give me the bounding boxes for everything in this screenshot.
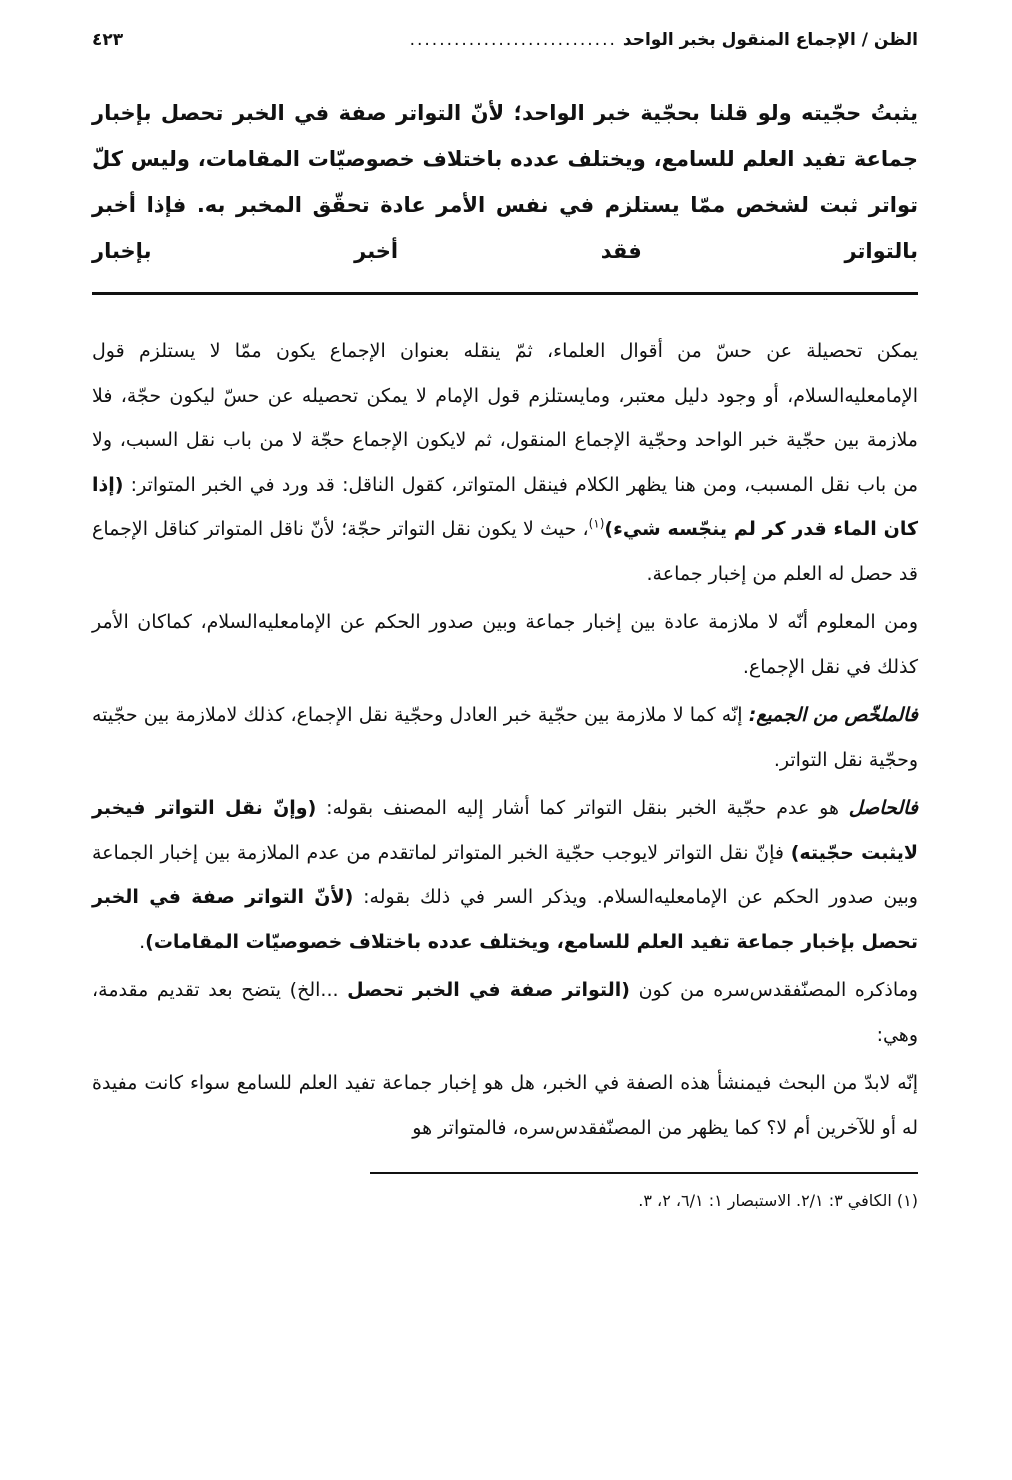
hadith-quote: (إذا كان الماء قدر كر لم ينجّسه شيء) (92, 473, 919, 540)
commentary-paragraph-6 (92, 1061, 918, 1150)
commentary-paragraph-3 (92, 693, 918, 782)
conclusion-lead: فالحاصل (848, 797, 918, 819)
author-quote: (التواتر صفة في الخبر تحصل (347, 979, 630, 1001)
commentary-paragraph-2 (92, 600, 918, 689)
footnote-divider (370, 1172, 918, 1174)
commentary-text: ...الخ) يتضح بعد تقديم مقدمة، وهي: (92, 979, 918, 1046)
author-quote: (لأنّ التواتر صفة في الخبر تحصل بإخبار جماعة تفيد العلم للسامع، ويختلف عدده باختلاف خصوصيّات المقامات) (92, 886, 918, 953)
commentary-paragraph-4 (92, 786, 918, 964)
commentary-text: ومن المعلوم أنّه لا ملازمة عادة بين إخبار جماعة وبين صدور الحكم عن الإمامعليه‌السلام، كماكان الأمر كذلك في نقل الإجماع. (92, 611, 918, 678)
footnote-reference: (١) (588, 516, 605, 531)
author-quote: (وإنّ نقل التواتر فيخبر لايثبت حجّيته) (92, 797, 918, 864)
running-title: الظن / الإجماع المنقول بخبر الواحد (622, 30, 918, 50)
page-number: ٤٢٣ (92, 30, 124, 50)
main-text-divider (92, 292, 918, 295)
main-text: يثبتُ حجّيته ولو قلنا بحجّية خبر الواحد؛ لأنّ التواتر صفة في الخبر تحصل بإخبار جماعة تفيد العلم للسامع، ويختلف عدده باختلاف خصوصيّات المقامات، وليس كلّ تواتر ثبت لشخص ممّا يستلزم في نفس الأمر عادة تحقّق المخبر به. فإذا أخبر بالتواتر فقد أخبر بإخبار (92, 101, 918, 263)
commentary-text: وماذكره المصنّفقدس‌سره من كون (630, 979, 918, 1001)
book-page (92, 30, 918, 1216)
commentary-text: ، حيث لا يكون نقل التواتر حجّة؛ لأنّ ناقل المتواتر كناقل الإجماع قد حصل له العلم من إخبار جماعة. (92, 518, 918, 585)
commentary-text: إنّه كما لا ملازمة بين حجّية خبر العادل وحجّية نقل الإجماع، كذلك لاملازمة بين حجّيته وحجّية نقل التواتر. (92, 704, 918, 771)
summary-lead: فالملخّص من الجميع: (748, 704, 919, 726)
running-header (92, 30, 918, 70)
commentary-paragraph-1 (92, 329, 918, 596)
commentary (92, 329, 918, 1150)
commentary-text: إنّه لابدّ من البحث فيمنشأ هذه الصفة في الخبر، هل هو إخبار جماعة تفيد العلم للسامع سواء كانت مفيدة له أو للآخرين أم لا؟ كما يظهر من المصنّفقدس‌سره، فالمتواتر هو (92, 1072, 918, 1139)
commentary-text: هو عدم حجّية الخبر بنقل التواتر كما أشار إليه المصنف بقوله: (316, 797, 849, 819)
commentary-paragraph-5 (92, 968, 918, 1057)
commentary-text: يمكن تحصيلة عن حسّ من أقوال العلماء، ثمّ ينقله بعنوان الإجماع يكون ممّا لا يستلزم قول الإمامعليه‌السلام، أو وجود دليل معتبر، ومايستلزم قول الإمام لا يمكن تحصيله عن حسّ ليكون حجّة، فلا ملازمة بين حجّية خبر الواحد وحجّية الإجماع المنقول، ثم لايكون الإجماع حجّة لا من باب نقل السبب، ولا من باب نقل المسبب، ومن هنا يظهر الكلام فينقل المتواتر، كقول الناقل: قد ورد في الخبر المتواتر: (92, 340, 918, 496)
footnote: (١) الكافي ٣: ٢/١. الاستبصار ١: ٦/١، ٢، ٣. (638, 1191, 918, 1210)
leader-dots: ............................ (409, 30, 617, 50)
commentary-text: . (139, 930, 146, 953)
commentary-text: فإنّ نقل التواتر لايوجب حجّية الخبر المتواتر لماتقدم من عدم الملازمة بين إخبار الجماعة وبين صدور الحكم عن الإمامعليه‌السلام. ويذكر السر في ذلك بقوله: (92, 841, 918, 908)
